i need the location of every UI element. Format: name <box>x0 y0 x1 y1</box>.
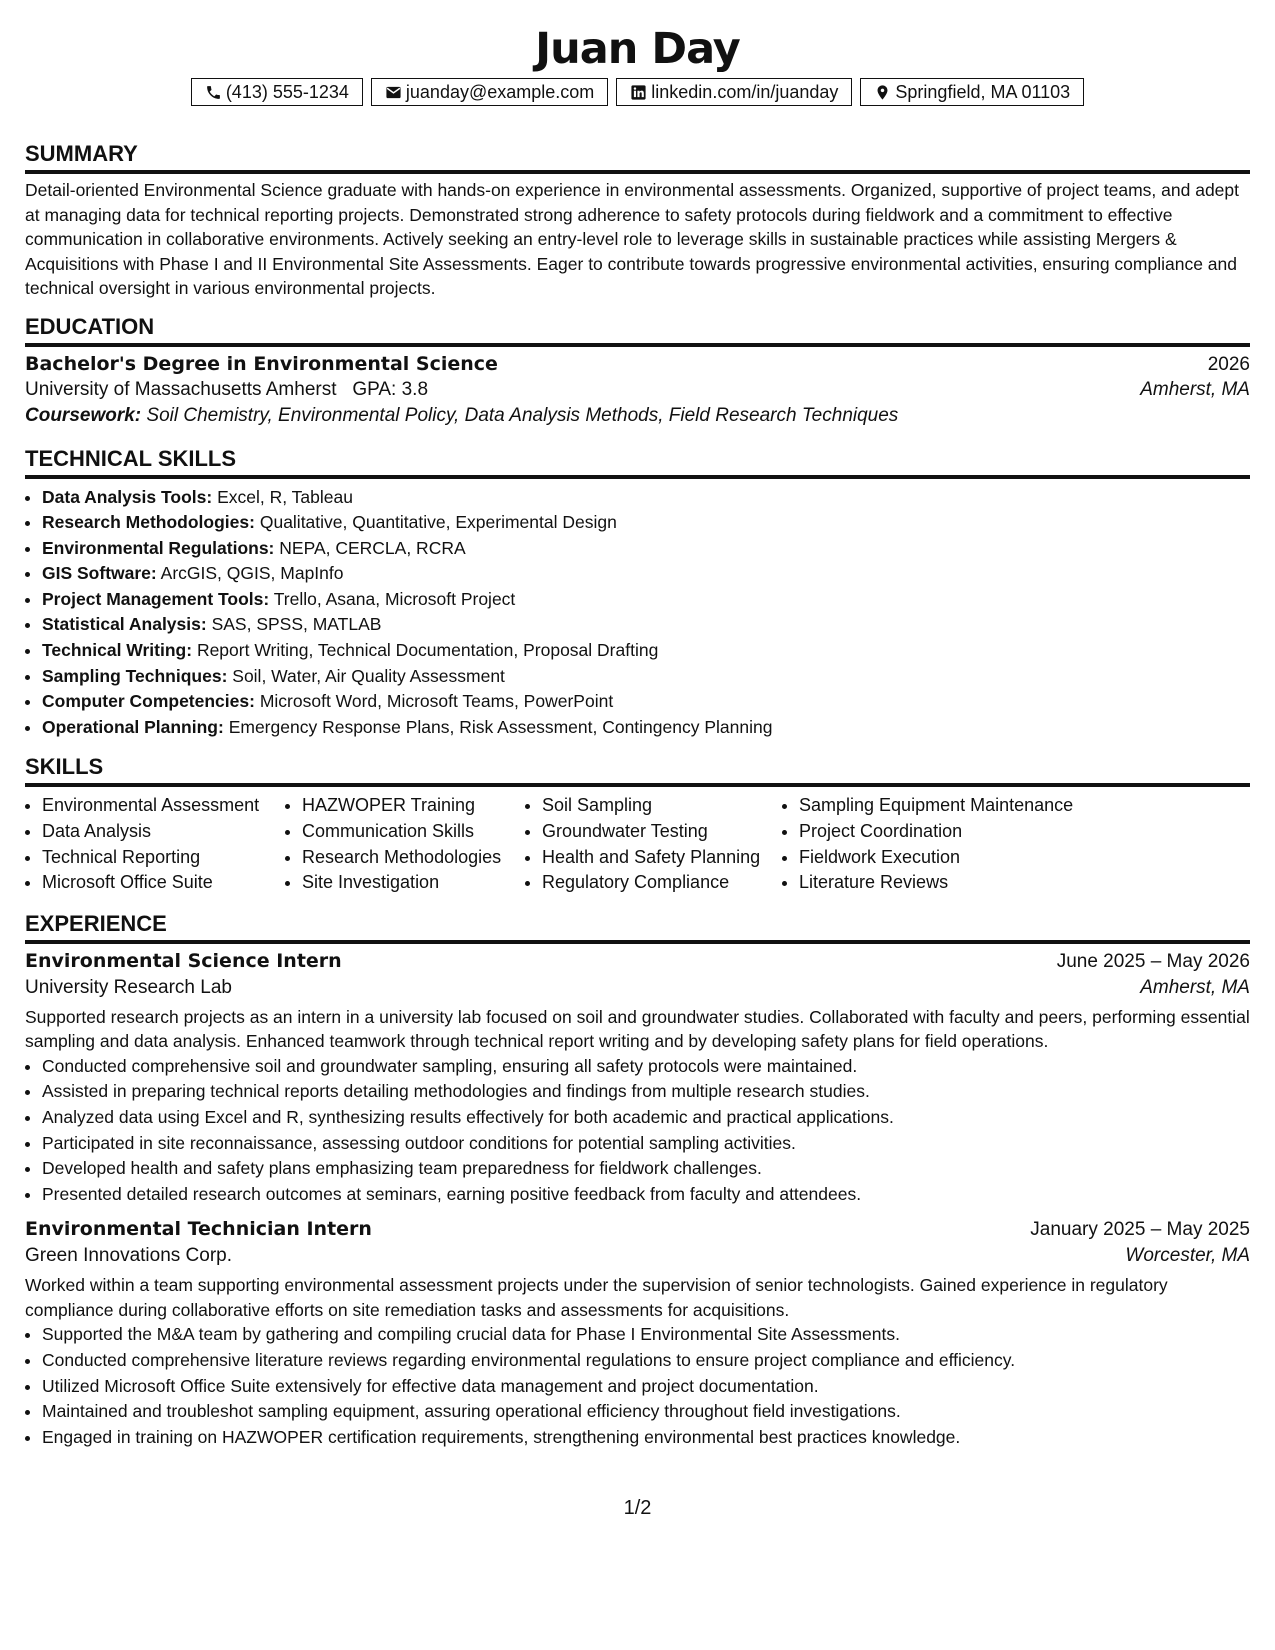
item-label: Computer Competencies: <box>42 691 255 712</box>
list-item: • Engaged in training on HAZWOPER certification requirements, strengthening environmental best practices knowledge. <box>42 1425 1250 1451</box>
skills-column-1 <box>25 793 285 895</box>
job-organization: University Research Lab <box>25 976 232 998</box>
list-item <box>42 561 1250 587</box>
job-title: Environmental Technician Intern <box>25 1218 372 1241</box>
map-pin-icon <box>874 84 891 101</box>
skills-grid <box>25 793 1250 895</box>
job-header <box>25 1218 1250 1241</box>
contact-location[interactable] <box>860 78 1084 106</box>
school-name: University of Massachusetts Amherst <box>25 378 337 400</box>
item-label: GIS Software: <box>42 563 157 584</box>
list-item: • Assisted in preparing technical reports detailing methodologies and findings from multiple research studies. <box>42 1079 1250 1105</box>
section-title-experience: EXPERIENCE <box>25 911 1250 944</box>
contact-linkedin[interactable] <box>616 78 852 106</box>
contact-bar <box>25 78 1250 106</box>
job-organization: Green Innovations Corp. <box>25 1245 233 1267</box>
technical-skills-list <box>25 485 1250 741</box>
list-item: • Microsoft Office Suite <box>42 870 285 896</box>
item-value: Soil, Water, Air Quality Assessment <box>232 665 505 686</box>
location-text: Springfield, MA 01103 <box>895 81 1071 102</box>
job-entry <box>25 950 1250 1208</box>
job-summary: Supported research projects as an intern in a university lab focused on soil and groundwater studies. Collaborated with faculty and peers, performing essential sampling and data analysis. Enhanced teamwork through technical report writing and by developing safety plans for field operations. <box>25 1006 1250 1052</box>
phone-text: (413) 555-1234 <box>225 81 349 102</box>
education-school-row <box>25 379 1250 401</box>
list-item: • Regulatory Compliance <box>542 870 782 896</box>
list-item: • Maintained and troubleshot sampling equipment, assuring operational efficiency throughout field investigations. <box>42 1399 1250 1425</box>
section-title-technical-skills: TECHNICAL SKILLS <box>25 446 1250 479</box>
item-label: Sampling Techniques: <box>42 665 228 686</box>
job-summary: Worked within a team supporting environmental assessment projects under the supervision of senior technologists. Gained experience in regulatory compliance during collaborative efforts on site remediation tasks and assessments for acquisitions. <box>25 1275 1168 1320</box>
job-title: Environmental Science Intern <box>25 949 342 972</box>
list-item <box>42 715 1250 741</box>
list-item: • Health and Safety Planning <box>542 845 782 871</box>
list-item: • Developed health and safety plans emphasizing team preparedness for fieldwork challenges. <box>42 1156 1250 1182</box>
page-number: 1/2 <box>623 1497 652 1519</box>
item-label: Technical Writing: <box>42 640 193 661</box>
list-item: • Conducted comprehensive soil and groundwater sampling, ensuring all safety protocols were maintained. <box>42 1054 1250 1080</box>
list-item: • Analyzed data using Excel and R, synthesizing results effectively for both academic and practical applications. <box>42 1105 1250 1131</box>
contact-phone[interactable] <box>191 78 363 106</box>
school-line <box>25 379 428 401</box>
job-bullets <box>25 1054 1250 1208</box>
list-item <box>42 638 1250 664</box>
section-title-summary: SUMMARY <box>25 141 1250 174</box>
linkedin-icon <box>630 84 647 101</box>
list-item <box>42 587 1250 613</box>
list-item: • Environmental Assessment <box>42 793 285 819</box>
item-value: Qualitative, Quantitative, Experimental Design <box>259 512 617 533</box>
skills-column-2 <box>285 793 525 895</box>
item-label: Data Analysis Tools: <box>42 486 213 507</box>
list-item <box>42 510 1250 536</box>
item-value: NEPA, CERCLA, RCRA <box>279 537 466 558</box>
list-item <box>42 536 1250 562</box>
list-item: • Supported the M&A team by gathering and compiling crucial data for Phase I Environmental Site Assessments. <box>42 1322 1250 1348</box>
job-org-row <box>25 977 1250 999</box>
envelope-icon <box>385 84 402 101</box>
item-label: Project Management Tools: <box>42 588 270 609</box>
job-bullets <box>25 1322 1250 1450</box>
degree: Bachelor's Degree in Environmental Science <box>25 352 498 375</box>
item-value: Trello, Asana, Microsoft Project <box>273 588 516 609</box>
item-value: Emergency Response Plans, Risk Assessment, Contingency Planning <box>228 716 773 737</box>
section-title-skills: SKILLS <box>25 754 1250 787</box>
list-item: • Data Analysis <box>42 819 285 845</box>
education-year: 2026 <box>1207 353 1250 375</box>
list-item <box>42 689 1250 715</box>
coursework <box>25 405 1250 427</box>
candidate-name: Juan Day <box>535 24 740 74</box>
linkedin-text: linkedin.com/in/juanday <box>651 81 839 102</box>
list-item: • Sampling Equipment Maintenance <box>799 793 1099 819</box>
list-item: • Project Coordination <box>799 819 1099 845</box>
list-item <box>42 612 1250 638</box>
coursework-label: Coursework: <box>25 404 142 426</box>
resume-page <box>25 0 1250 1450</box>
list-item: • Literature Reviews <box>799 870 1099 896</box>
list-item: • Participated in site reconnaissance, assessing outdoor conditions for potential sampling activities. <box>42 1131 1250 1157</box>
list-item: • Presented detailed research outcomes at seminars, earning positive feedback from faculty and attendees. <box>42 1182 1250 1208</box>
list-item: • Fieldwork Execution <box>799 845 1099 871</box>
job-entry <box>25 1218 1250 1450</box>
list-item: • Utilized Microsoft Office Suite extensively for effective data management and project documentation. <box>42 1374 1250 1400</box>
list-item <box>42 485 1250 511</box>
experience-section <box>25 911 1250 1451</box>
list-item: • Communication Skills <box>302 819 525 845</box>
list-item: • Site Investigation <box>302 870 525 896</box>
technical-skills-section <box>25 446 1250 741</box>
job-dates: June 2025 – May 2026 <box>1056 950 1250 972</box>
education-section <box>25 314 1250 427</box>
coursework-list: Soil Chemistry, Environmental Policy, Data Analysis Methods, Field Research Techniques <box>146 404 899 426</box>
list-item: • Conducted comprehensive literature reviews regarding environmental regulations to ensure project compliance and efficiency. <box>42 1348 1250 1374</box>
summary-section <box>25 141 1250 301</box>
skills-section <box>25 754 1250 895</box>
list-item: • Research Methodologies <box>302 845 525 871</box>
list-item: • Technical Reporting <box>42 845 285 871</box>
phone-icon <box>205 84 222 101</box>
item-value: Microsoft Word, Microsoft Teams, PowerPoint <box>259 691 614 712</box>
item-value: ArcGIS, QGIS, MapInfo <box>160 563 344 584</box>
summary-text: Detail-oriented Environmental Science graduate with hands-on experience in environmental assessments. Organized, supportive of project teams, and adept at managing data for technical reporting projects. Demonstrated strong adherence to safety protocols during fieldwork and a commitment to effective communication in collaborative environments. Actively seeking an entry-level role to leverage skills in sustainable practices while assisting Mergers & Acquisitions with Phase I and II Environmental Site Assessments. Eager to contribute towards progressive environmental activities, ensuring compliance and technical oversight in various environmental projects. <box>25 180 1240 298</box>
job-location: Worcester, MA <box>1125 1245 1250 1267</box>
item-value: SAS, SPSS, MATLAB <box>211 614 382 635</box>
item-value: Report Writing, Technical Documentation, Proposal Drafting <box>196 640 659 661</box>
list-item <box>42 664 1250 690</box>
item-label: Environmental Regulations: <box>42 537 275 558</box>
job-header <box>25 950 1250 973</box>
contact-email[interactable] <box>371 78 608 106</box>
list-item: • HAZWOPER Training <box>302 793 525 819</box>
item-label: Operational Planning: <box>42 716 224 737</box>
job-org-row <box>25 1245 1250 1267</box>
list-item: • Groundwater Testing <box>542 819 782 845</box>
item-label: Statistical Analysis: <box>42 614 207 635</box>
gpa: GPA: 3.8 <box>352 378 429 400</box>
job-dates: January 2025 – May 2025 <box>1030 1219 1250 1241</box>
item-value: Excel, R, Tableau <box>217 486 353 507</box>
skills-column-4 <box>782 793 1099 895</box>
skills-column-3 <box>525 793 782 895</box>
email-text: juanday@example.com <box>405 81 595 102</box>
item-label: Research Methodologies: <box>42 512 255 533</box>
education-header <box>25 353 1250 376</box>
list-item: • Soil Sampling <box>542 793 782 819</box>
education-location: Amherst, MA <box>1140 378 1250 400</box>
job-location: Amherst, MA <box>1140 976 1250 998</box>
section-title-education: EDUCATION <box>25 314 1250 347</box>
